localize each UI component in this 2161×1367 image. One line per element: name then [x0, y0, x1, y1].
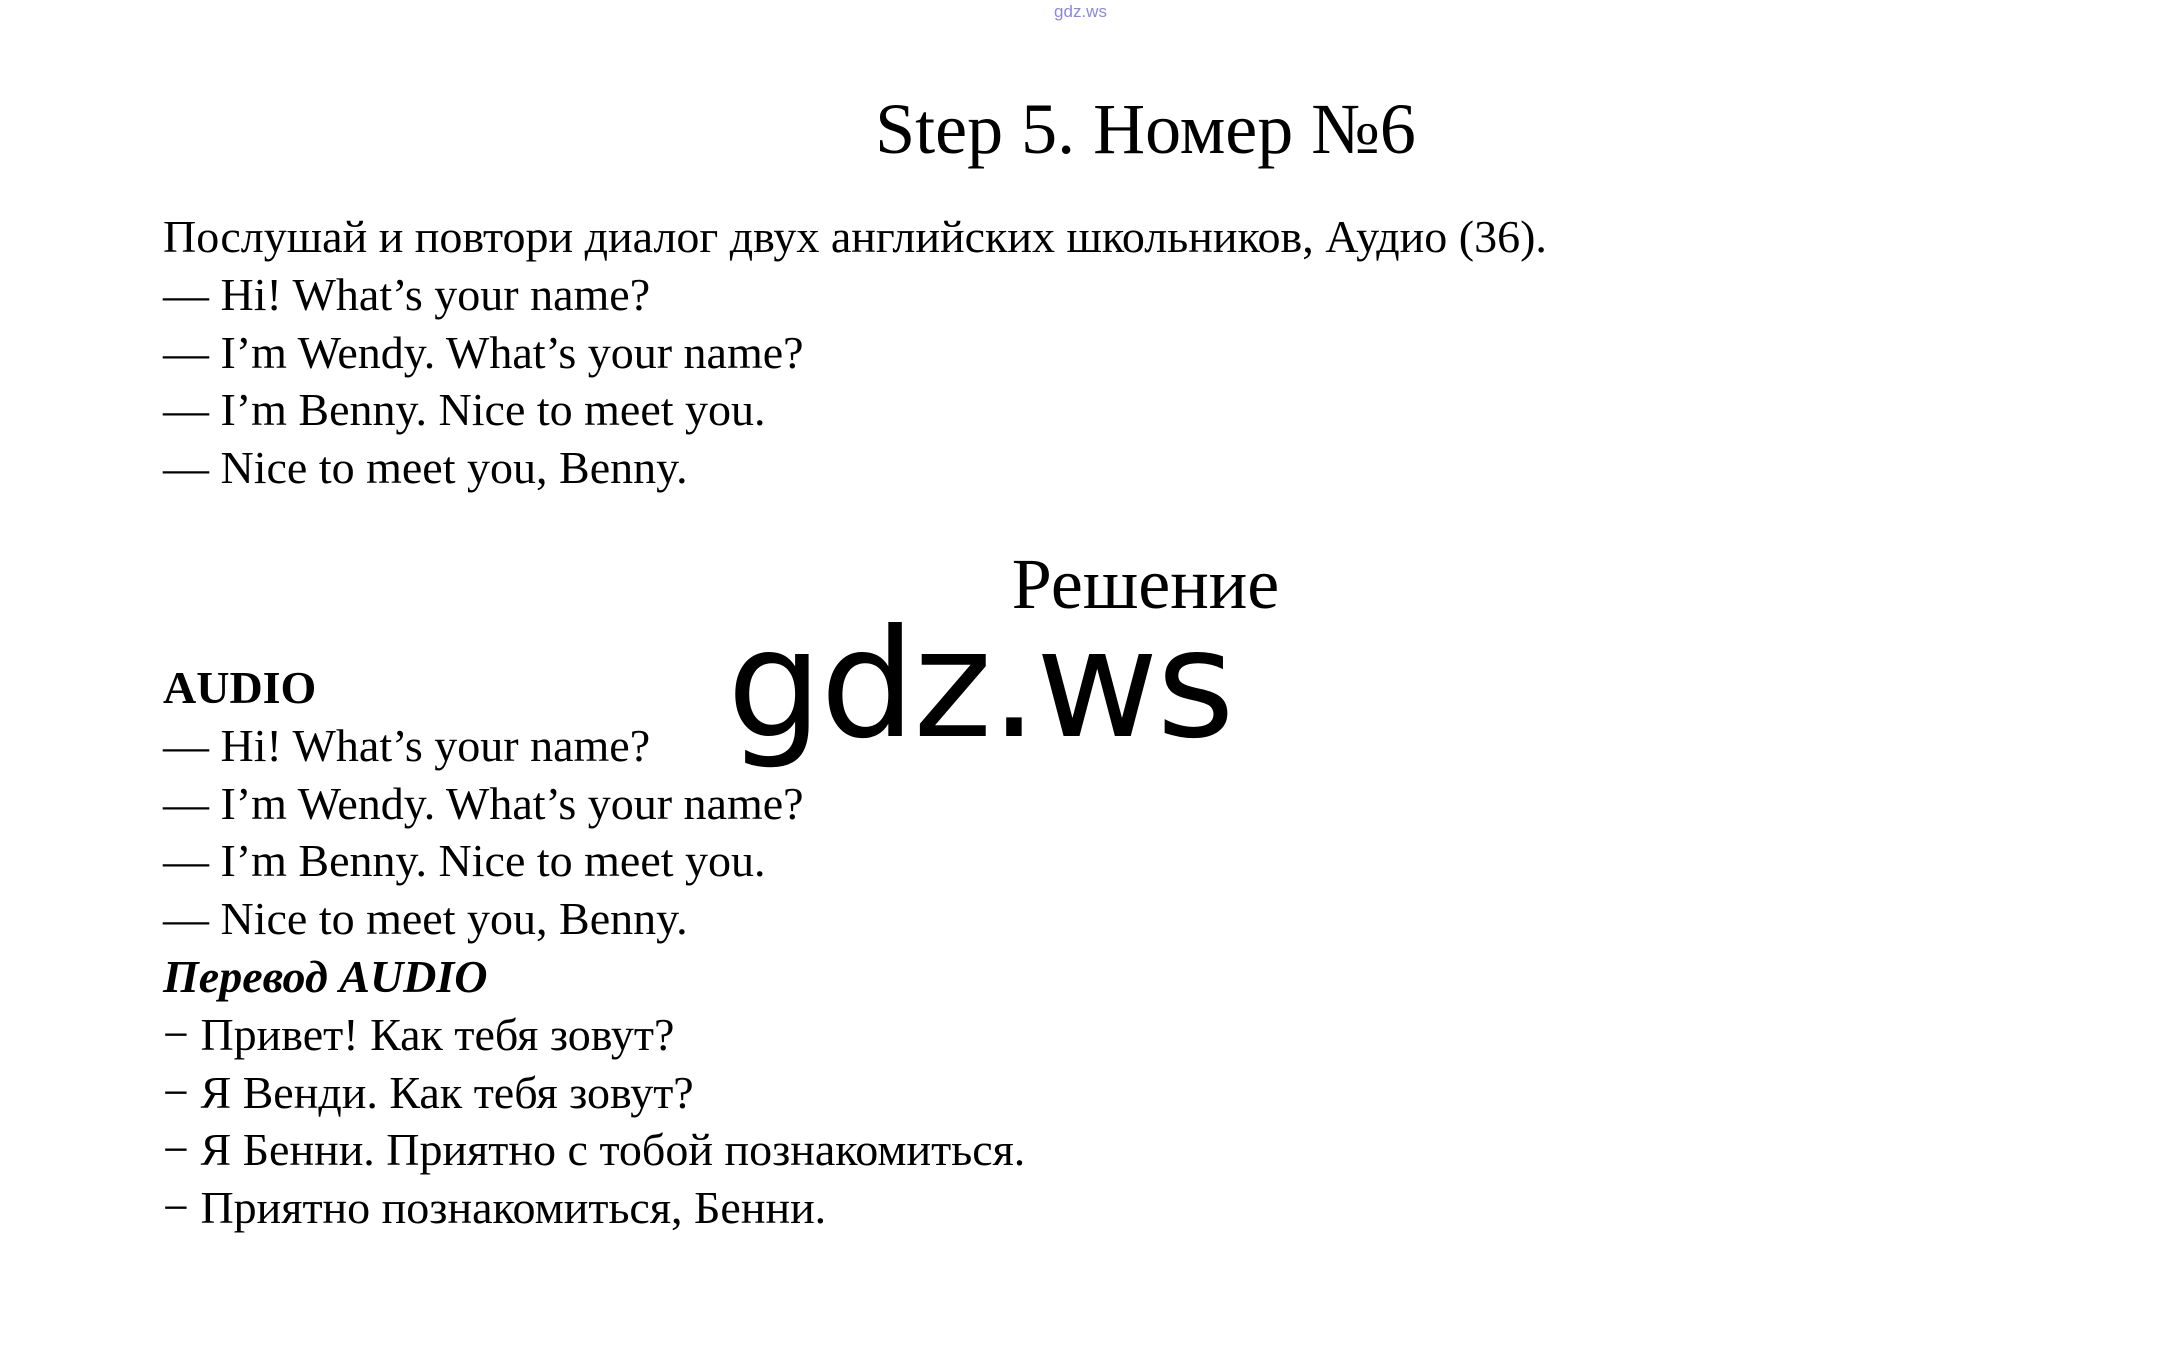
audio-heading: AUDIO	[163, 662, 317, 713]
watermark-logo: gdz.ws	[727, 598, 1233, 772]
task-instruction: Послушай и повтори диалог двух английских школьников, Аудио (36).	[163, 211, 1547, 262]
translation-line: − Я Венди. Как тебя зовут?	[163, 1066, 694, 1118]
translation-line: − Я Бенни. Приятно с тобой познакомиться.	[163, 1124, 1026, 1176]
translation-line: − Привет! Как тебя зовут?	[163, 1008, 675, 1060]
task-dialog-line: — Hi! What’s your name?	[163, 268, 651, 320]
task-dialog-line: — I’m Wendy. What’s your name?	[163, 326, 804, 378]
solution-heading: Решение	[1011, 544, 1280, 624]
audio-dialog-line: — I’m Benny. Nice to meet you.	[163, 835, 766, 887]
translation-line: − Приятно познакомиться, Бенни.	[163, 1182, 827, 1234]
audio-dialog-line: — I’m Wendy. What’s your name?	[163, 777, 804, 829]
audio-dialog-line: — Nice to meet you, Benny.	[163, 893, 688, 945]
audio-dialog-line: — Hi! What’s your name?	[163, 719, 651, 771]
page-title: Step 5. Номер №6	[875, 89, 1416, 169]
task-dialog-line: — Nice to meet you, Benny.	[163, 442, 688, 494]
translation-heading: Перевод AUDIO	[163, 950, 488, 1002]
top-watermark: gdz.ws	[1054, 2, 1107, 21]
task-block	[163, 208, 1547, 497]
task-dialog-line: — I’m Benny. Nice to meet you.	[163, 384, 766, 436]
